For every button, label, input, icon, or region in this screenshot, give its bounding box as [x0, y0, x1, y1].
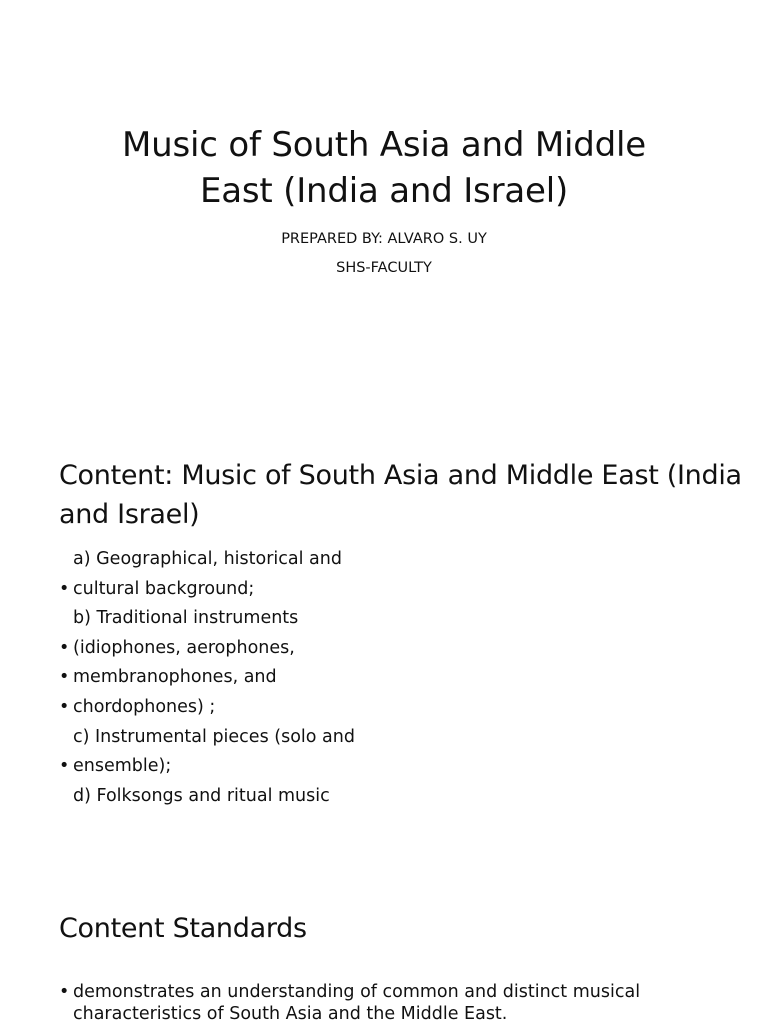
- bullet-marker: •: [59, 667, 70, 688]
- list-item-text: ensemble);: [73, 756, 172, 777]
- list-item-text: (idiophones, aerophones,: [73, 637, 295, 658]
- bullet-marker: •: [59, 578, 70, 599]
- bullet-marker: •: [59, 696, 70, 717]
- list-item: [59, 604, 355, 634]
- content-list: [59, 545, 355, 811]
- list-item-text: d) Folksongs and ritual music: [73, 785, 330, 806]
- slide-title: Music of South Asia and Middle East (India and Israel): [122, 125, 646, 211]
- list-item: [59, 981, 739, 1025]
- prepared-by-text: PREPARED BY: ALVARO S. UY: [281, 231, 487, 247]
- bullet-marker: •: [59, 982, 70, 1002]
- list-item-text: b) Traditional instruments: [73, 608, 299, 629]
- list-item-text: chordophones) ;: [73, 696, 216, 717]
- list-item: [59, 634, 355, 664]
- bullet-marker: •: [59, 637, 70, 658]
- content-heading: Content: Music of South Asia and Middle East (India and Israel): [59, 460, 742, 530]
- list-item-text: c) Instrumental pieces (solo and: [73, 726, 355, 747]
- list-item-text: demonstrates an understanding of common and distinct musical characteristics of South Asia and the Middle East.: [73, 982, 641, 1024]
- list-item: [59, 545, 355, 575]
- list-item: [59, 782, 355, 812]
- department-text: SHS-FACULTY: [336, 260, 432, 276]
- list-item: [59, 575, 355, 605]
- content-standards-list: [59, 981, 739, 1025]
- list-item: [59, 663, 355, 693]
- list-item: [59, 693, 355, 723]
- bullet-marker: •: [59, 756, 70, 777]
- content-standards-heading: Content Standards: [59, 913, 307, 944]
- list-item-text: cultural background;: [73, 578, 255, 599]
- list-item-text: a) Geographical, historical and: [73, 549, 342, 569]
- list-item-text: membranophones, and: [73, 667, 277, 688]
- list-item: [59, 723, 355, 753]
- list-item: [59, 752, 355, 782]
